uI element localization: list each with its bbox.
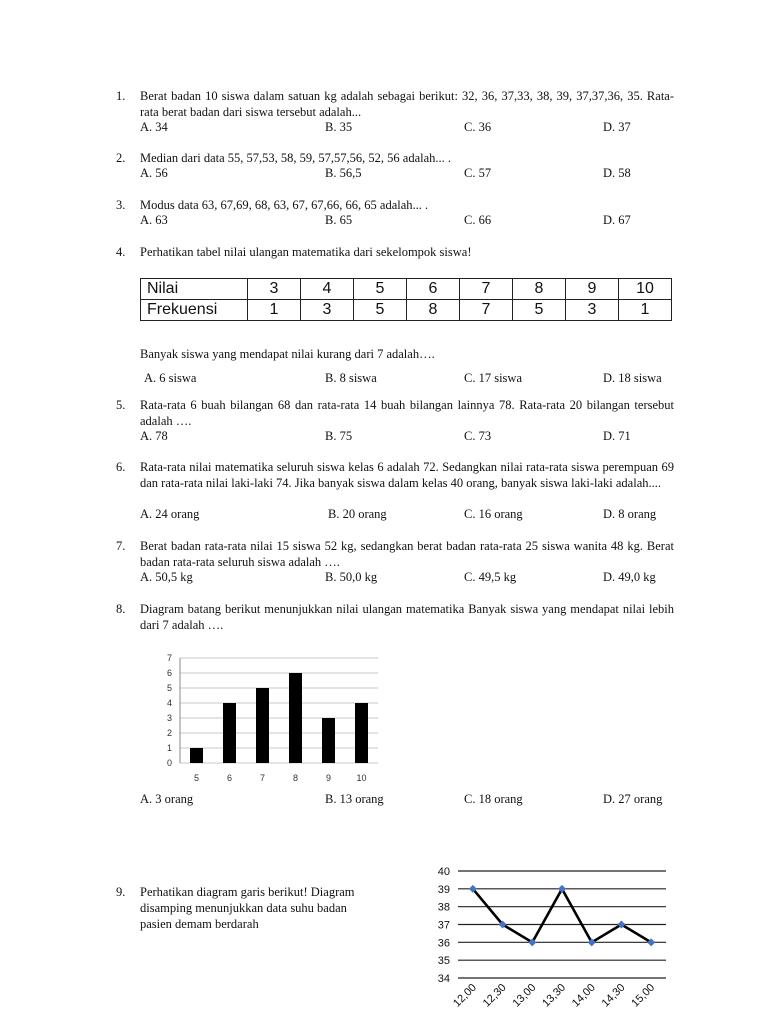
table-cell: 6 [407, 279, 460, 300]
bar [223, 703, 236, 763]
question-text: Perhatikan tabel nilai ulangan matematika dari sekelompok siswa! [140, 245, 472, 259]
question-number: 5. [116, 398, 126, 412]
x-tick-label: 13,00 [510, 981, 539, 1010]
option-c[interactable]: C. 66 [464, 213, 492, 227]
series-line [473, 889, 651, 943]
table-cell: 10 [619, 279, 672, 300]
table-cell: 5 [354, 300, 407, 321]
x-tick-label: 9 [325, 773, 332, 783]
y-tick-label: 5 [166, 683, 172, 693]
y-tick-label: 0 [166, 758, 172, 768]
option-a[interactable]: A. 56 [140, 166, 168, 180]
y-tick-label: 37 [437, 919, 450, 932]
options-6 [140, 507, 680, 523]
y-tick-label: 3 [166, 713, 172, 723]
option-d[interactable]: D. 8 orang [603, 507, 657, 521]
bar [322, 718, 335, 763]
option-d[interactable]: D. 27 orang [603, 792, 663, 806]
question-number: 1. [116, 89, 126, 103]
options-3 [140, 213, 680, 229]
question-text: Median dari data 55, 57,53, 58, 59, 57,57,56, 52, 56 adalah... . [140, 151, 452, 165]
y-tick-label: 38 [437, 901, 450, 914]
y-tick-label: 36 [437, 937, 450, 950]
x-tick-label: 15,00 [629, 981, 658, 1010]
option-b[interactable]: B. 75 [325, 429, 353, 443]
options-7 [140, 570, 680, 586]
options-5 [140, 429, 680, 445]
y-tick-label: 4 [166, 698, 172, 708]
option-b[interactable]: B. 50,0 kg [325, 570, 378, 584]
question-text: Diagram batang berikut menunjukkan nilai ulangan matematika Banyak siswa yang mendapat nilai lebih dari 7 adalah …. [140, 602, 674, 632]
option-b[interactable]: B. 8 siswa [325, 371, 377, 385]
question-text: Rata-rata 6 buah bilangan 68 dan rata-rata 14 buah bilangan lainnya 78. Rata-rata 20 bilangan tersebut adalah …. [140, 398, 674, 428]
option-d[interactable]: D. 37 [603, 120, 631, 134]
options-4 [140, 371, 680, 387]
x-tick-label: 14,30 [599, 981, 628, 1010]
table-row [141, 300, 672, 321]
table-cell: 7 [460, 279, 513, 300]
x-tick-label: 14,00 [569, 981, 598, 1010]
question-text: Berat badan rata-rata nilai 15 siswa 52 kg, sedangkan berat badan rata-rata 25 siswa wanita 48 kg. Berat badan rata-rata seluruh siswa adalah …. [140, 539, 674, 569]
x-tick-label: 5 [193, 773, 200, 783]
option-d[interactable]: D. 71 [603, 429, 631, 443]
question-number: 2. [116, 151, 126, 165]
option-d[interactable]: D. 58 [603, 166, 631, 180]
table-cell: 7 [460, 300, 513, 321]
frequency-table [140, 278, 672, 321]
bar [289, 673, 302, 763]
option-b[interactable]: B. 13 orang [325, 792, 384, 806]
options-8 [140, 792, 680, 808]
table-cell: 4 [301, 279, 354, 300]
table-cell: 1 [248, 300, 301, 321]
option-b[interactable]: B. 65 [325, 213, 353, 227]
option-a[interactable]: A. 3 orang [140, 792, 194, 806]
bar [190, 748, 203, 763]
option-a[interactable]: A. 50,5 kg [140, 570, 193, 584]
table-cell: 5 [513, 300, 566, 321]
table-cell: 8 [513, 279, 566, 300]
option-c[interactable]: C. 36 [464, 120, 492, 134]
y-tick-label: 1 [166, 743, 172, 753]
question-number: 8. [116, 602, 126, 616]
table-cell: 1 [619, 300, 672, 321]
table-cell: 8 [407, 300, 460, 321]
option-b[interactable]: B. 56,5 [325, 166, 362, 180]
option-a[interactable]: A. 24 orang [140, 507, 200, 521]
y-tick-label: 6 [166, 668, 172, 678]
option-c[interactable]: C. 49,5 kg [464, 570, 517, 584]
table-cell: 3 [301, 300, 354, 321]
option-c[interactable]: C. 73 [464, 429, 492, 443]
y-tick-label: 2 [166, 728, 172, 738]
table-cell: 9 [566, 279, 619, 300]
option-a[interactable]: A. 63 [140, 213, 168, 227]
table-cell: 5 [354, 279, 407, 300]
line-chart [420, 862, 680, 1024]
y-tick-label: 35 [437, 955, 450, 968]
question-subtext: Banyak siswa yang mendapat nilai kurang dari 7 adalah…. [140, 347, 435, 361]
question-text: Modus data 63, 67,69, 68, 63, 67, 67,66, 66, 65 adalah... . [140, 198, 429, 212]
option-d[interactable]: D. 49,0 kg [603, 570, 656, 584]
table-cell: 3 [566, 300, 619, 321]
x-tick-label: 13,30 [540, 981, 569, 1010]
option-a[interactable]: A. 34 [140, 120, 168, 134]
x-tick-label: 6 [226, 773, 233, 783]
y-tick-label: 39 [437, 883, 450, 896]
question-text: Berat badan 10 siswa dalam satuan kg adalah sebagai berikut: 32, 36, 37,33, 38, 39, 37,37,36, 35. Rata-rata berat badan dari siswa tersebut adalah... [140, 89, 674, 119]
x-tick-label: 8 [292, 773, 299, 783]
x-tick-label: 12,30 [480, 981, 509, 1010]
x-tick-label: 12,00 [451, 981, 479, 1010]
x-tick-label: 10 [356, 773, 367, 783]
x-tick-label: 7 [259, 773, 266, 783]
question-number: 6. [116, 460, 126, 474]
question-number: 4. [116, 245, 126, 259]
y-tick-label: 40 [437, 866, 450, 878]
table-header: Frekuensi [141, 300, 248, 321]
option-d[interactable]: D. 18 siswa [603, 371, 662, 385]
question-number: 9. [116, 885, 126, 899]
option-b[interactable]: B. 35 [325, 120, 353, 134]
option-c[interactable]: C. 16 orang [464, 507, 523, 521]
option-b[interactable]: B. 20 orang [328, 507, 387, 521]
y-tick-label: 34 [437, 973, 450, 985]
option-c[interactable]: C. 57 [464, 166, 492, 180]
option-c[interactable]: C. 18 orang [464, 792, 523, 806]
table-row [141, 279, 672, 300]
option-a[interactable]: A. 6 siswa [144, 371, 197, 385]
table-cell: 3 [248, 279, 301, 300]
table-header: Nilai [141, 279, 248, 300]
bar-chart [150, 650, 390, 790]
option-d[interactable]: D. 67 [603, 213, 631, 227]
question-number: 3. [116, 198, 126, 212]
options-2 [140, 166, 680, 182]
y-tick-label: 7 [166, 653, 172, 663]
options-1 [140, 120, 680, 136]
bar [256, 688, 269, 763]
option-c[interactable]: C. 17 siswa [464, 371, 522, 385]
bar [355, 703, 368, 763]
option-a[interactable]: A. 78 [140, 429, 168, 443]
question-text: Rata-rata nilai matematika seluruh siswa kelas 6 adalah 72. Sedangkan nilai rata-rata siswa perempuan 69 dan rata-rata nilai laki-laki 74. Jika banyak siswa dalam kelas 40 orang, banyak siswa laki-laki adalah.... [140, 460, 674, 490]
question-number: 7. [116, 539, 126, 553]
question-text: Perhatikan diagram garis berikut! Diagram disamping menunjukkan data suhu badan pasien demam berdarah [140, 885, 355, 931]
